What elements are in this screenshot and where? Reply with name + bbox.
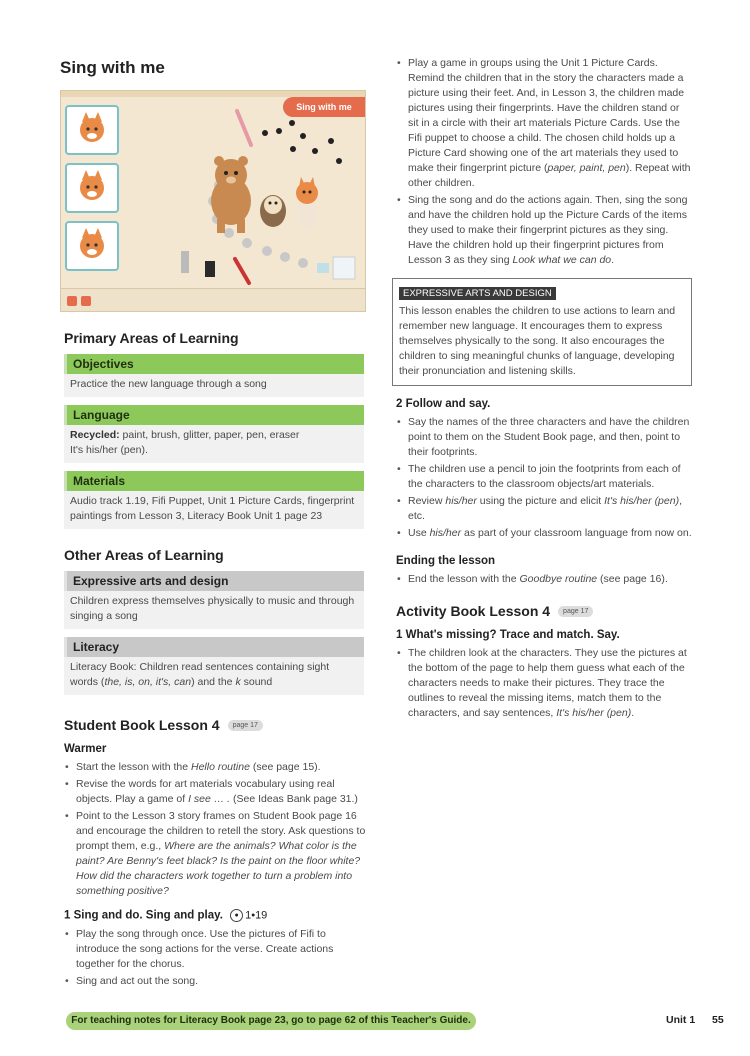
- sb-nav-pill: [81, 296, 91, 306]
- sb-banner: Sing with me: [283, 97, 365, 117]
- ab-list: [396, 646, 692, 721]
- brush-icon: [235, 259, 249, 283]
- follow-list: [396, 415, 692, 541]
- list-item: • The children look at the characters. They use the pictures at the bottom of the page to help them guess what each of the characters needs to make their pictures. They trace the outlines to reveal the missing items, match them to the characters, and say sentences, It's his/her (pen).: [396, 646, 692, 721]
- page-tag: page 17: [558, 606, 593, 617]
- fox-character-icon: [296, 177, 318, 229]
- fox-frame-1: [65, 105, 119, 155]
- footer-unit: Unit 1: [666, 1014, 696, 1026]
- page-number: 55: [712, 1014, 724, 1026]
- other-areas-heading: Other Areas of Learning: [64, 547, 224, 563]
- hedgehog-icon: [260, 195, 286, 227]
- list-item: • Sing and act out the song.: [64, 974, 368, 989]
- glitter-icon: [181, 251, 189, 273]
- list-item: • Revise the words for art materials vocabulary using real objects. Play a game of I see … . (See Ideas Bank page 31.): [64, 777, 368, 807]
- list-item: • The children use a pencil to join the footprints from each of the characters to the classroom objects/art materials.: [396, 462, 692, 492]
- activity-bullets: [396, 56, 692, 268]
- paint-bottle-icon: [205, 261, 215, 277]
- list-item: • Review his/her using the picture and elicit It's his/her (pen), etc.: [396, 494, 692, 524]
- sb-scene-illustration: [127, 101, 363, 291]
- language-recycled: Recycled: paint, brush, glitter, paper, pen, eraser: [70, 429, 300, 441]
- ending-list: [396, 572, 692, 587]
- student-book-page-image: [60, 90, 366, 312]
- sing-list: [64, 927, 368, 989]
- language-line2: It's his/her (pen).: [70, 444, 148, 456]
- literacy-head: Literacy: [64, 637, 364, 657]
- objectives-body: Practice the new language through a song: [70, 378, 267, 390]
- list-item: • End the lesson with the Goodbye routine (see page 16).: [396, 572, 692, 587]
- ead-note-text: This lesson enables the children to use actions to learn and remember new language. It encourages them to express themselves physically to the song. It also encourages the children to sing meaningful chunks of language, developing their pronunciation and listening skills.: [399, 305, 676, 377]
- materials-head: Materials: [64, 471, 364, 491]
- warmer-list: [64, 760, 368, 899]
- sing-heading: 1 Sing and do. Sing and play. ● 1•19: [64, 909, 268, 922]
- list-item: • Play the song through once. Use the pictures of Fifi to introduce the song actions for the verse. Create actions together for the chorus.: [64, 927, 368, 972]
- materials-box: [64, 471, 364, 529]
- list-item: • Say the names of the three characters and have the children point to them on the Student Book page, and then, point to their footprints.: [396, 415, 692, 460]
- primary-areas-heading: Primary Areas of Learning: [64, 330, 239, 346]
- list-item: • Use his/her as part of your classroom language from now on.: [396, 526, 692, 541]
- eraser-icon: [317, 263, 329, 273]
- language-body: [64, 425, 364, 463]
- list-item: • Start the lesson with the Hello routine (see page 15).: [64, 760, 368, 775]
- language-box: [64, 405, 364, 463]
- bear-icon: [211, 156, 251, 233]
- ead-note-box: [392, 278, 692, 386]
- sb-nav-pill: [67, 296, 77, 306]
- ead-area-head: Expressive arts and design: [64, 571, 364, 591]
- sb-lesson-heading: Student Book Lesson 4 page 17: [64, 717, 368, 733]
- ending-heading: Ending the lesson: [396, 555, 496, 567]
- ead-area-body: Children express themselves physically to music and through singing a song: [70, 595, 355, 622]
- ab-lesson-heading: Activity Book Lesson 4 page 17: [396, 603, 692, 619]
- list-item: • Point to the Lesson 3 story frames on Student Book page 16 and encourage the children to retell the story. Ask questions to prompt them, e.g., Where are the animals? What color is the paint? Are Benny's feet black? Is the paint on the floor white? How did the characters work together to turn a problem into something positive?: [64, 809, 368, 899]
- literacy-box: [64, 637, 364, 695]
- ab-subheading: 1 What's missing? Trace and match. Say.: [396, 629, 620, 641]
- ead-area-box: [64, 571, 364, 629]
- page-tag: page 17: [228, 720, 263, 731]
- audio-cd-icon: ●: [230, 909, 243, 922]
- materials-body: Audio track 1.19, Fifi Puppet, Unit 1 Picture Cards, fingerprint paintings from Lesson 3, Literacy Book Unit 1 page 23: [70, 495, 355, 522]
- ead-note-label: EXPRESSIVE ARTS AND DESIGN: [399, 287, 556, 300]
- left-column: [60, 56, 368, 991]
- fox-icon: [72, 168, 112, 208]
- follow-heading: 2 Follow and say.: [396, 398, 491, 410]
- paper-icon: [333, 257, 355, 279]
- footprints-icon: [262, 120, 342, 164]
- page-title: Sing with me: [60, 58, 165, 77]
- literacy-body: Literacy Book: Children read sentences containing sight words (the, is, on, it's, can) and the k sound: [70, 661, 330, 688]
- paintbrush-icon: [237, 111, 251, 145]
- objectives-head: Objectives: [64, 354, 364, 374]
- warmer-heading: Warmer: [64, 743, 107, 755]
- list-item: • Play a game in groups using the Unit 1 Picture Cards. Remind the children that in the story the characters made a picture using their feet. And, in Lesson 3, the children made pictures using their fingerprints. Have the children stand or sit in a circle with their art materials Picture Cards. Use the Fifi puppet to choose a child. The chosen child holds up a Picture Card showing one of the art materials they used to make their fingerprint picture (paper, paint, pen). Repeat with other children.: [396, 56, 692, 191]
- sb-bottom-bar: [61, 288, 365, 311]
- objectives-box: [64, 354, 364, 397]
- language-head: Language: [64, 405, 364, 425]
- fox-frame-2: [65, 163, 119, 213]
- sb-story-frames: [65, 105, 123, 285]
- fox-icon: [72, 226, 112, 266]
- list-item: • Sing the song and do the actions again. Then, sing the song and have the children hold up the Picture Cards of the items they used to make their fingerprint pictures as they sing. Have the children hold up their fingerprint pictures from Lesson 3 as they sing Look what we can do.: [396, 193, 692, 268]
- literacy-notes-banner: For teaching notes for Literacy Book page 23, go to page 62 of this Teacher's Guide.: [66, 1012, 476, 1030]
- fox-frame-3: [65, 221, 119, 271]
- right-column: [392, 56, 692, 723]
- fox-icon: [72, 110, 112, 150]
